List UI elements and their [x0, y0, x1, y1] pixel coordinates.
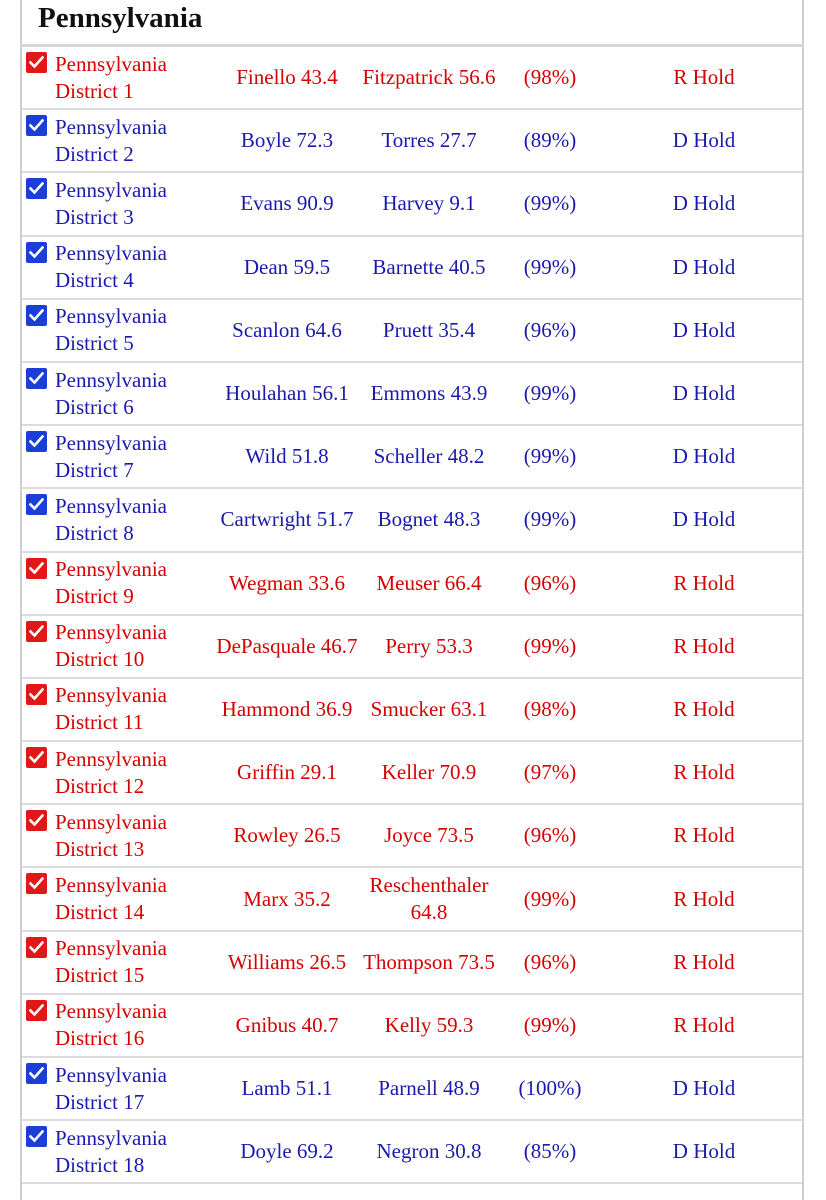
district-name: Pennsylvania District 2 — [55, 114, 167, 166]
table-row — [22, 110, 802, 173]
district-cell — [26, 742, 216, 803]
district-cell — [26, 995, 216, 1056]
candidate-2: Reschenthaler 64.8 — [369, 873, 489, 925]
page-title: Pennsylvania — [38, 2, 203, 34]
candidate-1: Dean 59.5 — [243, 254, 331, 279]
district-name: Pennsylvania District 17 — [55, 1062, 167, 1114]
district-name: Pennsylvania District 1 — [55, 51, 167, 103]
candidate-2: Harvey 9.1 — [382, 191, 476, 216]
district-cell — [26, 553, 216, 614]
district-cell — [26, 110, 216, 171]
table-row — [22, 489, 802, 552]
candidate-1: Scanlon 64.6 — [232, 317, 342, 342]
table-row — [22, 932, 802, 995]
table-row — [22, 237, 802, 300]
district-name: Pennsylvania District 18 — [55, 1125, 167, 1177]
district-name: Pennsylvania District 4 — [55, 241, 167, 293]
result-status: R Hold — [673, 570, 735, 595]
table-row — [22, 47, 802, 110]
result-status: D Hold — [672, 254, 736, 279]
result-status: D Hold — [672, 1076, 736, 1101]
checked-checkbox-icon[interactable] — [26, 242, 47, 263]
checked-checkbox-icon[interactable] — [26, 115, 47, 136]
table-row — [22, 1121, 802, 1184]
checked-checkbox-icon[interactable] — [26, 305, 47, 326]
table-row — [22, 426, 802, 489]
reporting-percent: (99%) — [523, 381, 577, 406]
district-name: Pennsylvania District 15 — [55, 936, 167, 988]
candidate-2: Emmons 43.9 — [370, 381, 488, 406]
checked-checkbox-icon[interactable] — [26, 1063, 47, 1084]
result-status: D Hold — [672, 507, 736, 532]
district-name: Pennsylvania District 9 — [55, 557, 167, 609]
reporting-percent: (96%) — [523, 823, 577, 848]
checked-checkbox-icon[interactable] — [26, 937, 47, 958]
checked-checkbox-icon[interactable] — [26, 558, 47, 579]
candidate-2: Barnette 40.5 — [372, 254, 486, 279]
candidate-1: Rowley 26.5 — [233, 823, 341, 848]
reporting-percent: (98%) — [523, 65, 577, 90]
candidate-1: Gnibus 40.7 — [235, 1012, 339, 1037]
candidate-2: Kelly 59.3 — [384, 1012, 474, 1037]
reporting-percent: (99%) — [523, 886, 577, 911]
checked-checkbox-icon[interactable] — [26, 178, 47, 199]
district-cell — [26, 679, 216, 740]
candidate-2: Joyce 73.5 — [384, 823, 474, 848]
candidate-1: Doyle 69.2 — [240, 1139, 334, 1164]
district-name: Pennsylvania District 5 — [55, 304, 167, 356]
district-cell — [26, 1121, 216, 1182]
table-row — [22, 679, 802, 742]
result-status: R Hold — [673, 696, 735, 721]
district-cell — [26, 426, 216, 487]
result-status: D Hold — [672, 444, 736, 469]
district-cell — [26, 1058, 216, 1119]
reporting-percent: (99%) — [523, 633, 577, 658]
reporting-percent: (97%) — [523, 760, 577, 785]
result-status: R Hold — [673, 633, 735, 658]
candidate-1: Cartwright 51.7 — [220, 507, 354, 532]
result-status: R Hold — [673, 65, 735, 90]
candidate-2: Bognet 48.3 — [377, 507, 481, 532]
reporting-percent: (99%) — [523, 507, 577, 532]
checked-checkbox-icon[interactable] — [26, 810, 47, 831]
candidate-1: Lamb 51.1 — [241, 1076, 333, 1101]
reporting-percent: (96%) — [523, 317, 577, 342]
result-status: R Hold — [673, 823, 735, 848]
district-name: Pennsylvania District 3 — [55, 177, 167, 229]
table-row — [22, 300, 802, 363]
reporting-percent: (99%) — [523, 1012, 577, 1037]
candidate-2: Keller 70.9 — [381, 760, 477, 785]
candidate-2: Torres 27.7 — [381, 128, 477, 153]
results-table — [22, 47, 802, 1184]
district-name: Pennsylvania District 11 — [55, 683, 167, 735]
district-name: Pennsylvania District 8 — [55, 493, 167, 545]
district-cell — [26, 363, 216, 424]
result-status: R Hold — [673, 886, 735, 911]
candidate-1: Houlahan 56.1 — [225, 381, 349, 406]
reporting-percent: (85%) — [523, 1139, 577, 1164]
checked-checkbox-icon[interactable] — [26, 494, 47, 515]
table-row — [22, 173, 802, 236]
table-row — [22, 742, 802, 805]
candidate-1: Boyle 72.3 — [240, 128, 334, 153]
candidate-1: Hammond 36.9 — [221, 696, 353, 721]
reporting-percent: (96%) — [523, 949, 577, 974]
district-name: Pennsylvania District 13 — [55, 809, 167, 861]
candidate-2: Thompson 73.5 — [363, 949, 495, 974]
district-cell — [26, 805, 216, 866]
district-cell — [26, 489, 216, 550]
candidate-2: Parnell 48.9 — [378, 1076, 480, 1101]
checked-checkbox-icon[interactable] — [26, 52, 47, 73]
checked-checkbox-icon[interactable] — [26, 368, 47, 389]
candidate-2: Pruett 35.4 — [382, 317, 476, 342]
result-status: R Hold — [673, 760, 735, 785]
checked-checkbox-icon[interactable] — [26, 873, 47, 894]
district-cell — [26, 237, 216, 298]
candidate-2: Meuser 66.4 — [376, 570, 482, 595]
candidate-2: Perry 53.3 — [385, 633, 473, 658]
reporting-percent: (96%) — [523, 570, 577, 595]
result-status: D Hold — [672, 1139, 736, 1164]
checked-checkbox-icon[interactable] — [26, 747, 47, 768]
result-status: D Hold — [672, 128, 736, 153]
checked-checkbox-icon[interactable] — [26, 621, 47, 642]
reporting-percent: (99%) — [523, 444, 577, 469]
result-status: D Hold — [672, 191, 736, 216]
candidate-2: Fitzpatrick 56.6 — [362, 65, 496, 90]
district-cell — [26, 932, 216, 993]
table-row — [22, 995, 802, 1058]
checked-checkbox-icon[interactable] — [26, 1000, 47, 1021]
checked-checkbox-icon[interactable] — [26, 684, 47, 705]
table-row — [22, 616, 802, 679]
candidate-1: Finello 43.4 — [236, 65, 338, 90]
district-cell — [26, 616, 216, 677]
reporting-percent: (100%) — [518, 1076, 582, 1101]
candidate-1: Evans 90.9 — [240, 191, 334, 216]
district-cell — [26, 47, 216, 108]
candidate-1: Griffin 29.1 — [237, 760, 337, 785]
district-cell — [26, 300, 216, 361]
candidate-2: Smucker 63.1 — [370, 696, 488, 721]
district-name: Pennsylvania District 7 — [55, 430, 167, 482]
result-status: R Hold — [673, 1012, 735, 1037]
result-status: D Hold — [672, 317, 736, 342]
reporting-percent: (89%) — [523, 128, 577, 153]
reporting-percent: (99%) — [523, 254, 577, 279]
district-name: Pennsylvania District 14 — [55, 873, 167, 925]
result-status: D Hold — [672, 381, 736, 406]
reporting-percent: (98%) — [523, 696, 577, 721]
table-row — [22, 805, 802, 868]
candidate-1: Wild 51.8 — [245, 444, 329, 469]
district-cell — [26, 868, 216, 929]
table-row — [22, 363, 802, 426]
candidate-1: Wegman 33.6 — [228, 570, 346, 595]
candidate-2: Negron 30.8 — [376, 1139, 482, 1164]
candidate-2: Scheller 48.2 — [373, 444, 485, 469]
candidate-1: Williams 26.5 — [227, 949, 347, 974]
reporting-percent: (99%) — [523, 191, 577, 216]
checked-checkbox-icon[interactable] — [26, 431, 47, 452]
checked-checkbox-icon[interactable] — [26, 1126, 47, 1147]
table-row — [22, 553, 802, 616]
district-name: Pennsylvania District 16 — [55, 999, 167, 1051]
table-row — [22, 868, 802, 931]
table-row — [22, 1058, 802, 1121]
candidate-1: Marx 35.2 — [243, 886, 331, 911]
district-name: Pennsylvania District 12 — [55, 746, 167, 798]
district-name: Pennsylvania District 10 — [55, 620, 167, 672]
district-name: Pennsylvania District 6 — [55, 367, 167, 419]
district-cell — [26, 173, 216, 234]
candidate-1: DePasquale 46.7 — [216, 633, 358, 658]
result-status: R Hold — [673, 949, 735, 974]
